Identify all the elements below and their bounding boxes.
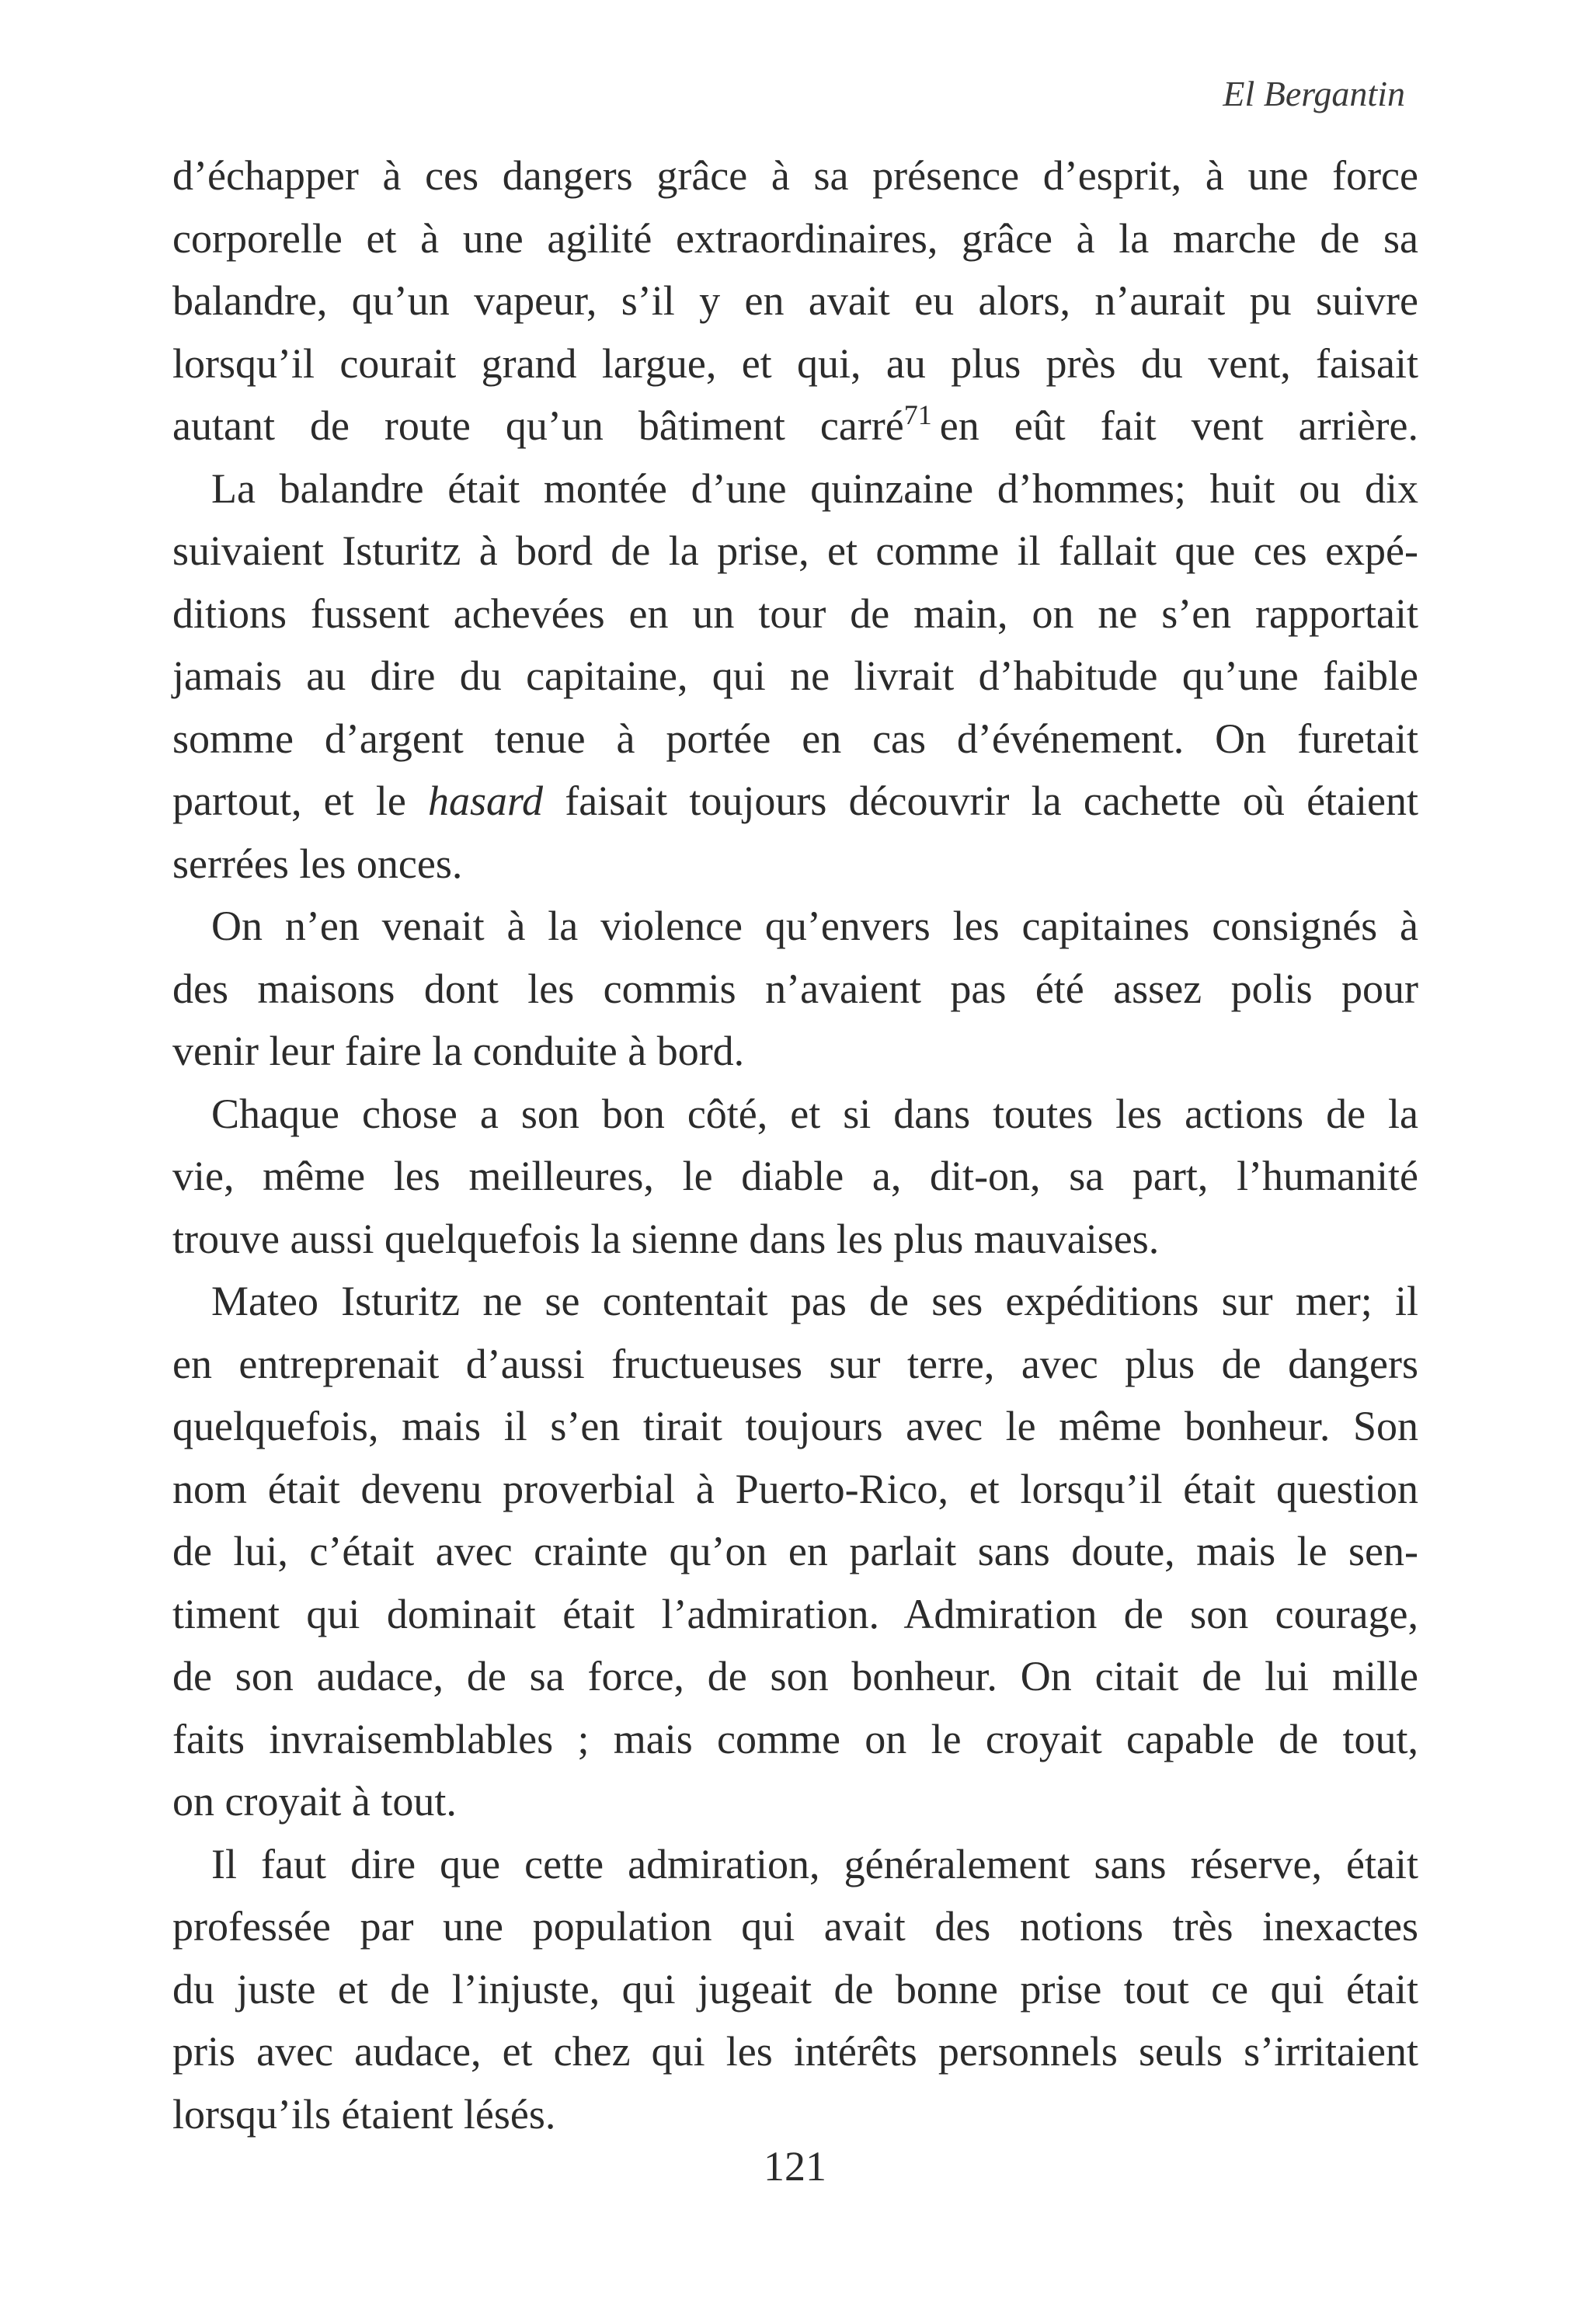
text-line: professée par une population qui avait des notions très inexactes bbox=[172, 1903, 1418, 1950]
text-line: d’échapper à ces dangers grâce à sa présence d’esprit, à une force bbox=[172, 152, 1418, 199]
running-header: El Bergantin bbox=[1223, 74, 1405, 113]
text-line: lorsqu’il courait grand largue, et qui, au plus près du vent, faisait bbox=[172, 339, 1418, 387]
italic-word: hasard bbox=[428, 778, 544, 824]
text-line: faits invraisemblables ; mais comme on le croyait capable de tout, bbox=[172, 1715, 1418, 1762]
text-line: Il faut dire que cette admiration, généralement sans réserve, était bbox=[211, 1840, 1418, 1887]
text-line: quelquefois, mais il s’en tirait toujours avec le même bonheur. Son bbox=[172, 1403, 1418, 1449]
text-line: trouve aussi quelquefois la sienne dans les plus mauvaises. bbox=[172, 1215, 1160, 1262]
paragraph-1 bbox=[172, 144, 1418, 457]
text-line: en entreprenait d’aussi fructueuses sur terre, avec plus de dangers bbox=[172, 1340, 1418, 1387]
paragraph-5 bbox=[172, 1270, 1418, 1833]
text-line: pris avec audace, et chez qui les intérêts personnels seuls s’irritaient bbox=[172, 2028, 1418, 2075]
text-line bbox=[172, 395, 1418, 457]
page-number: 121 bbox=[764, 2143, 826, 2190]
text-line: Mateo Isturitz ne se contentait pas de ses expéditions sur mer; il bbox=[211, 1278, 1418, 1324]
text-line: timent qui dominait était l’admiration. Admiration de son courage, bbox=[172, 1590, 1418, 1637]
text-line: On n’en venait à la violence qu’envers les capitaines consignés à bbox=[211, 903, 1418, 949]
text-line: balandre, qu’un vapeur, s’il y en avait eu alors, n’aurait pu suivre bbox=[172, 277, 1418, 324]
text-line: lorsqu’ils étaient lésés. bbox=[172, 2090, 556, 2138]
paragraph-4 bbox=[172, 1083, 1418, 1271]
footnote-reference[interactable]: 71 bbox=[903, 399, 932, 431]
text-segment: en eût fait vent arrière. bbox=[939, 402, 1419, 449]
text-line: vie, même les meilleures, le diable a, dit-on, sa part, l’humanité bbox=[172, 1153, 1418, 1199]
text-segment: faisait toujours découvrir la cachette où étaient bbox=[565, 778, 1419, 824]
text-line: corporelle et à une agilité extraordinaires, grâce à la marche de sa bbox=[172, 214, 1418, 262]
text-line: du juste et de l’injuste, qui jugeait de bonne prise tout ce qui était bbox=[172, 1965, 1418, 2013]
text-line: de son audace, de sa force, de son bonheur. On citait de lui mille bbox=[172, 1653, 1418, 1700]
paragraph-2 bbox=[172, 457, 1418, 896]
paragraph-6 bbox=[172, 1833, 1418, 2146]
text-line: de lui, c’était avec crainte qu’on en parlait sans doute, mais le sen- bbox=[172, 1528, 1418, 1574]
text-line: jamais au dire du capitaine, qui ne livrait d’habitude qu’une faible bbox=[172, 652, 1418, 699]
text-line: ditions fussent achevées en un tour de main, on ne s’en rapportait bbox=[172, 590, 1418, 637]
text-line: La balandre était montée d’une quinzaine d’hommes; huit ou dix bbox=[211, 464, 1418, 512]
text-line: serrées les onces. bbox=[172, 840, 463, 887]
text-line: venir leur faire la conduite à bord. bbox=[172, 1028, 745, 1074]
text-line: nom était devenu proverbial à Puerto-Rico, et lorsqu’il était question bbox=[172, 1465, 1418, 1512]
paragraph-3 bbox=[172, 895, 1418, 1083]
text-line: Chaque chose a son bon côté, et si dans toutes les actions de la bbox=[211, 1090, 1418, 1137]
text-segment: autant de route qu’un bâtiment carré bbox=[172, 402, 904, 449]
text-line bbox=[172, 770, 1418, 833]
body-text bbox=[172, 144, 1418, 2145]
text-line: suivaient Isturitz à bord de la prise, et comme il fallait que ces expé- bbox=[172, 527, 1418, 574]
text-line: on croyait à tout. bbox=[172, 1778, 457, 1825]
text-line: somme d’argent tenue à portée en cas d’événement. On furetait bbox=[172, 715, 1418, 762]
text-line: des maisons dont les commis n’avaient pas été assez polis pour bbox=[172, 965, 1418, 1012]
text-segment: partout, et le bbox=[172, 778, 406, 824]
